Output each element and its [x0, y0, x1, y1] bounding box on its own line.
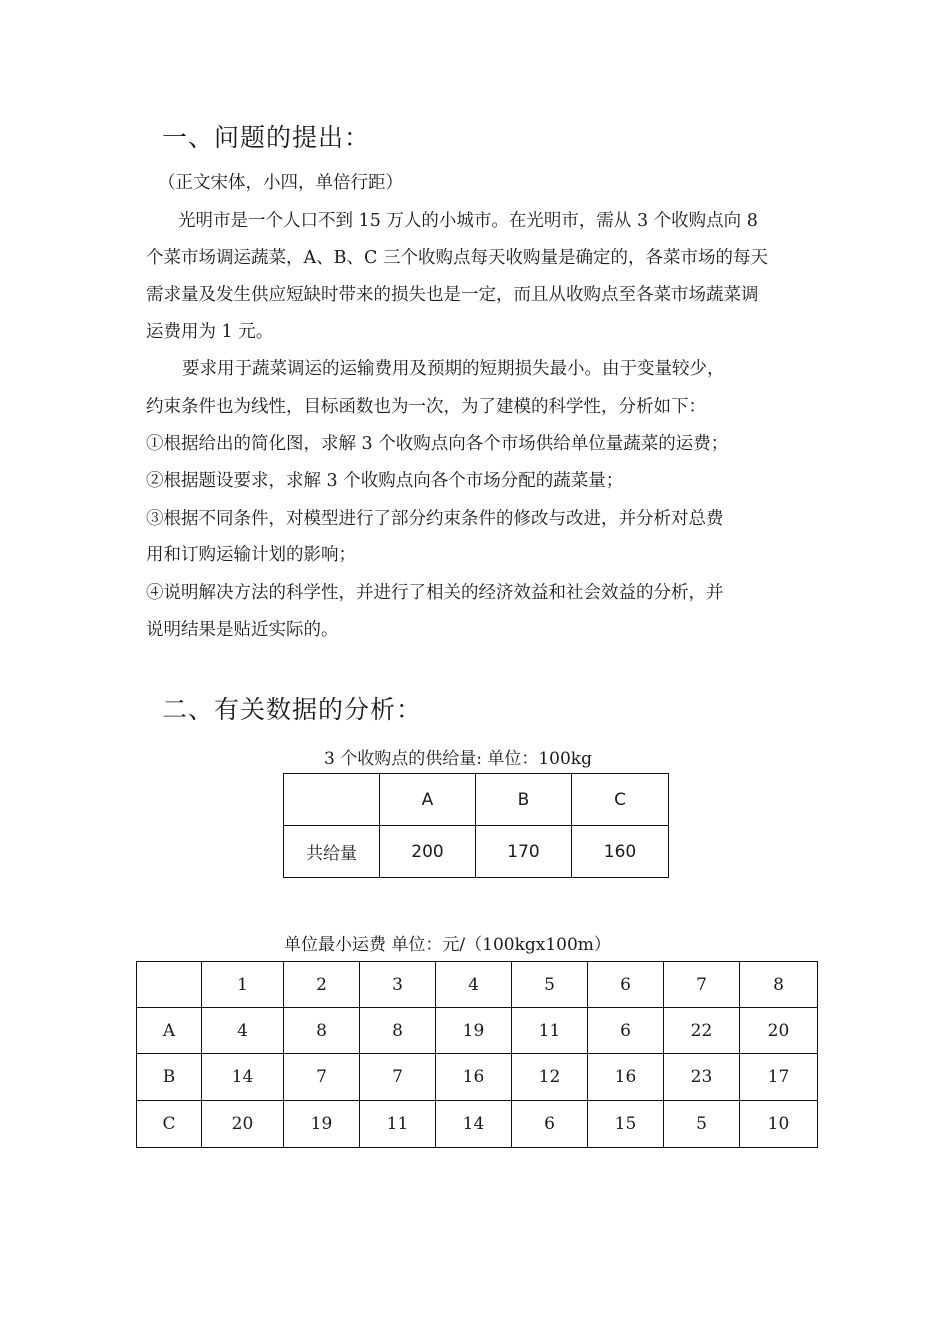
table-header-cell: C — [572, 774, 669, 826]
list-item-continuation: 用和订购运输计划的影响； — [146, 545, 356, 565]
table-cell: 5 — [664, 1101, 740, 1148]
table-cell: 19 — [436, 1008, 512, 1054]
table-row — [284, 826, 669, 878]
table-row — [137, 1008, 818, 1054]
table-header-cell: 3 — [360, 962, 436, 1008]
table-cell: 7 — [360, 1054, 436, 1101]
table-cell: 4 — [202, 1008, 284, 1054]
table-cell: 17 — [740, 1054, 818, 1101]
table-header-cell: 4 — [436, 962, 512, 1008]
table-cell: 6 — [512, 1101, 588, 1148]
paragraph-line: 运费用为 1 元。 — [146, 322, 274, 342]
table-cell: 15 — [588, 1101, 664, 1148]
table-cell: 14 — [436, 1101, 512, 1148]
table-row-label: B — [137, 1054, 202, 1101]
table-cell: 8 — [284, 1008, 360, 1054]
list-item: ④说明解决方法的科学性，并进行了相关的经济效益和社会效益的分析，并 — [146, 583, 724, 603]
table-header-cell: 6 — [588, 962, 664, 1008]
table-cell: 20 — [740, 1008, 818, 1054]
table-cell: 11 — [512, 1008, 588, 1054]
table-cell: 19 — [284, 1101, 360, 1148]
table-header-cell: 5 — [512, 962, 588, 1008]
table-header-cell: 8 — [740, 962, 818, 1008]
table-cell: 10 — [740, 1101, 818, 1148]
paragraph-line: 约束条件也为线性，目标函数也为一次，为了建模的科学性，分析如下： — [146, 397, 706, 417]
table-header-cell: B — [476, 774, 572, 826]
paragraph-line: 光明市是一个人口不到 15 万人的小城市。在光明市，需从 3 个收购点向 8 — [178, 211, 758, 231]
table-cell — [137, 962, 202, 1008]
table-cell: 12 — [512, 1054, 588, 1101]
table-header-cell: 2 — [284, 962, 360, 1008]
table-cell: 7 — [284, 1054, 360, 1101]
table-cell: 16 — [436, 1054, 512, 1101]
supply-table — [283, 773, 669, 878]
cost-table — [136, 961, 818, 1148]
table-cell — [284, 774, 380, 826]
table-cell: 200 — [380, 826, 476, 878]
list-item-continuation: 说明结果是贴近实际的。 — [146, 620, 339, 640]
table-cell: 6 — [588, 1008, 664, 1054]
table-cell: 23 — [664, 1054, 740, 1101]
list-item: ③根据不同条件，对模型进行了部分约束条件的修改与改进，并分析对总费 — [146, 509, 724, 529]
table-cell: 160 — [572, 826, 669, 878]
table-header-cell: 1 — [202, 962, 284, 1008]
section-2-heading: 二、有关数据的分析： — [162, 695, 423, 724]
table-row-label: A — [137, 1008, 202, 1054]
table-cell: 8 — [360, 1008, 436, 1054]
table-row-label: 共给量 — [284, 826, 380, 878]
paragraph-line: 要求用于蔬菜调运的运输费用及预期的短期损失最小。由于变量较少， — [182, 359, 725, 379]
supply-table-caption: 3 个收购点的供给量: 单位：100kg — [324, 749, 592, 769]
table-row — [137, 1054, 818, 1101]
table-row-label: C — [137, 1101, 202, 1148]
paragraph-line: 需求量及发生供应短缺时带来的损失也是一定，而且从收购点至各菜市场蔬菜调 — [146, 285, 759, 305]
table-header-row — [284, 774, 669, 826]
table-cell: 11 — [360, 1101, 436, 1148]
table-cell: 170 — [476, 826, 572, 878]
paragraph-line: 个菜市场调运蔬菜，A、B、C 三个收购点每天收购量是确定的，各菜市场的每天 — [146, 248, 768, 268]
cost-table-caption: 单位最小运费 单位：元/（100kgx100m） — [284, 935, 611, 955]
format-note: （正文宋体，小四，单倍行距） — [158, 173, 403, 193]
table-header-cell: A — [380, 774, 476, 826]
table-row — [137, 1101, 818, 1148]
table-cell: 22 — [664, 1008, 740, 1054]
table-header-cell: 7 — [664, 962, 740, 1008]
table-cell: 14 — [202, 1054, 284, 1101]
table-header-row — [137, 962, 818, 1008]
list-item: ①根据给出的简化图，求解 3 个收购点向各个市场供给单位量蔬菜的运费； — [146, 434, 729, 454]
list-item: ②根据题设要求，求解 3 个收购点向各个市场分配的蔬菜量； — [146, 471, 624, 491]
table-cell: 20 — [202, 1101, 284, 1148]
table-cell: 16 — [588, 1054, 664, 1101]
section-1-heading: 一、问题的提出： — [162, 123, 371, 152]
